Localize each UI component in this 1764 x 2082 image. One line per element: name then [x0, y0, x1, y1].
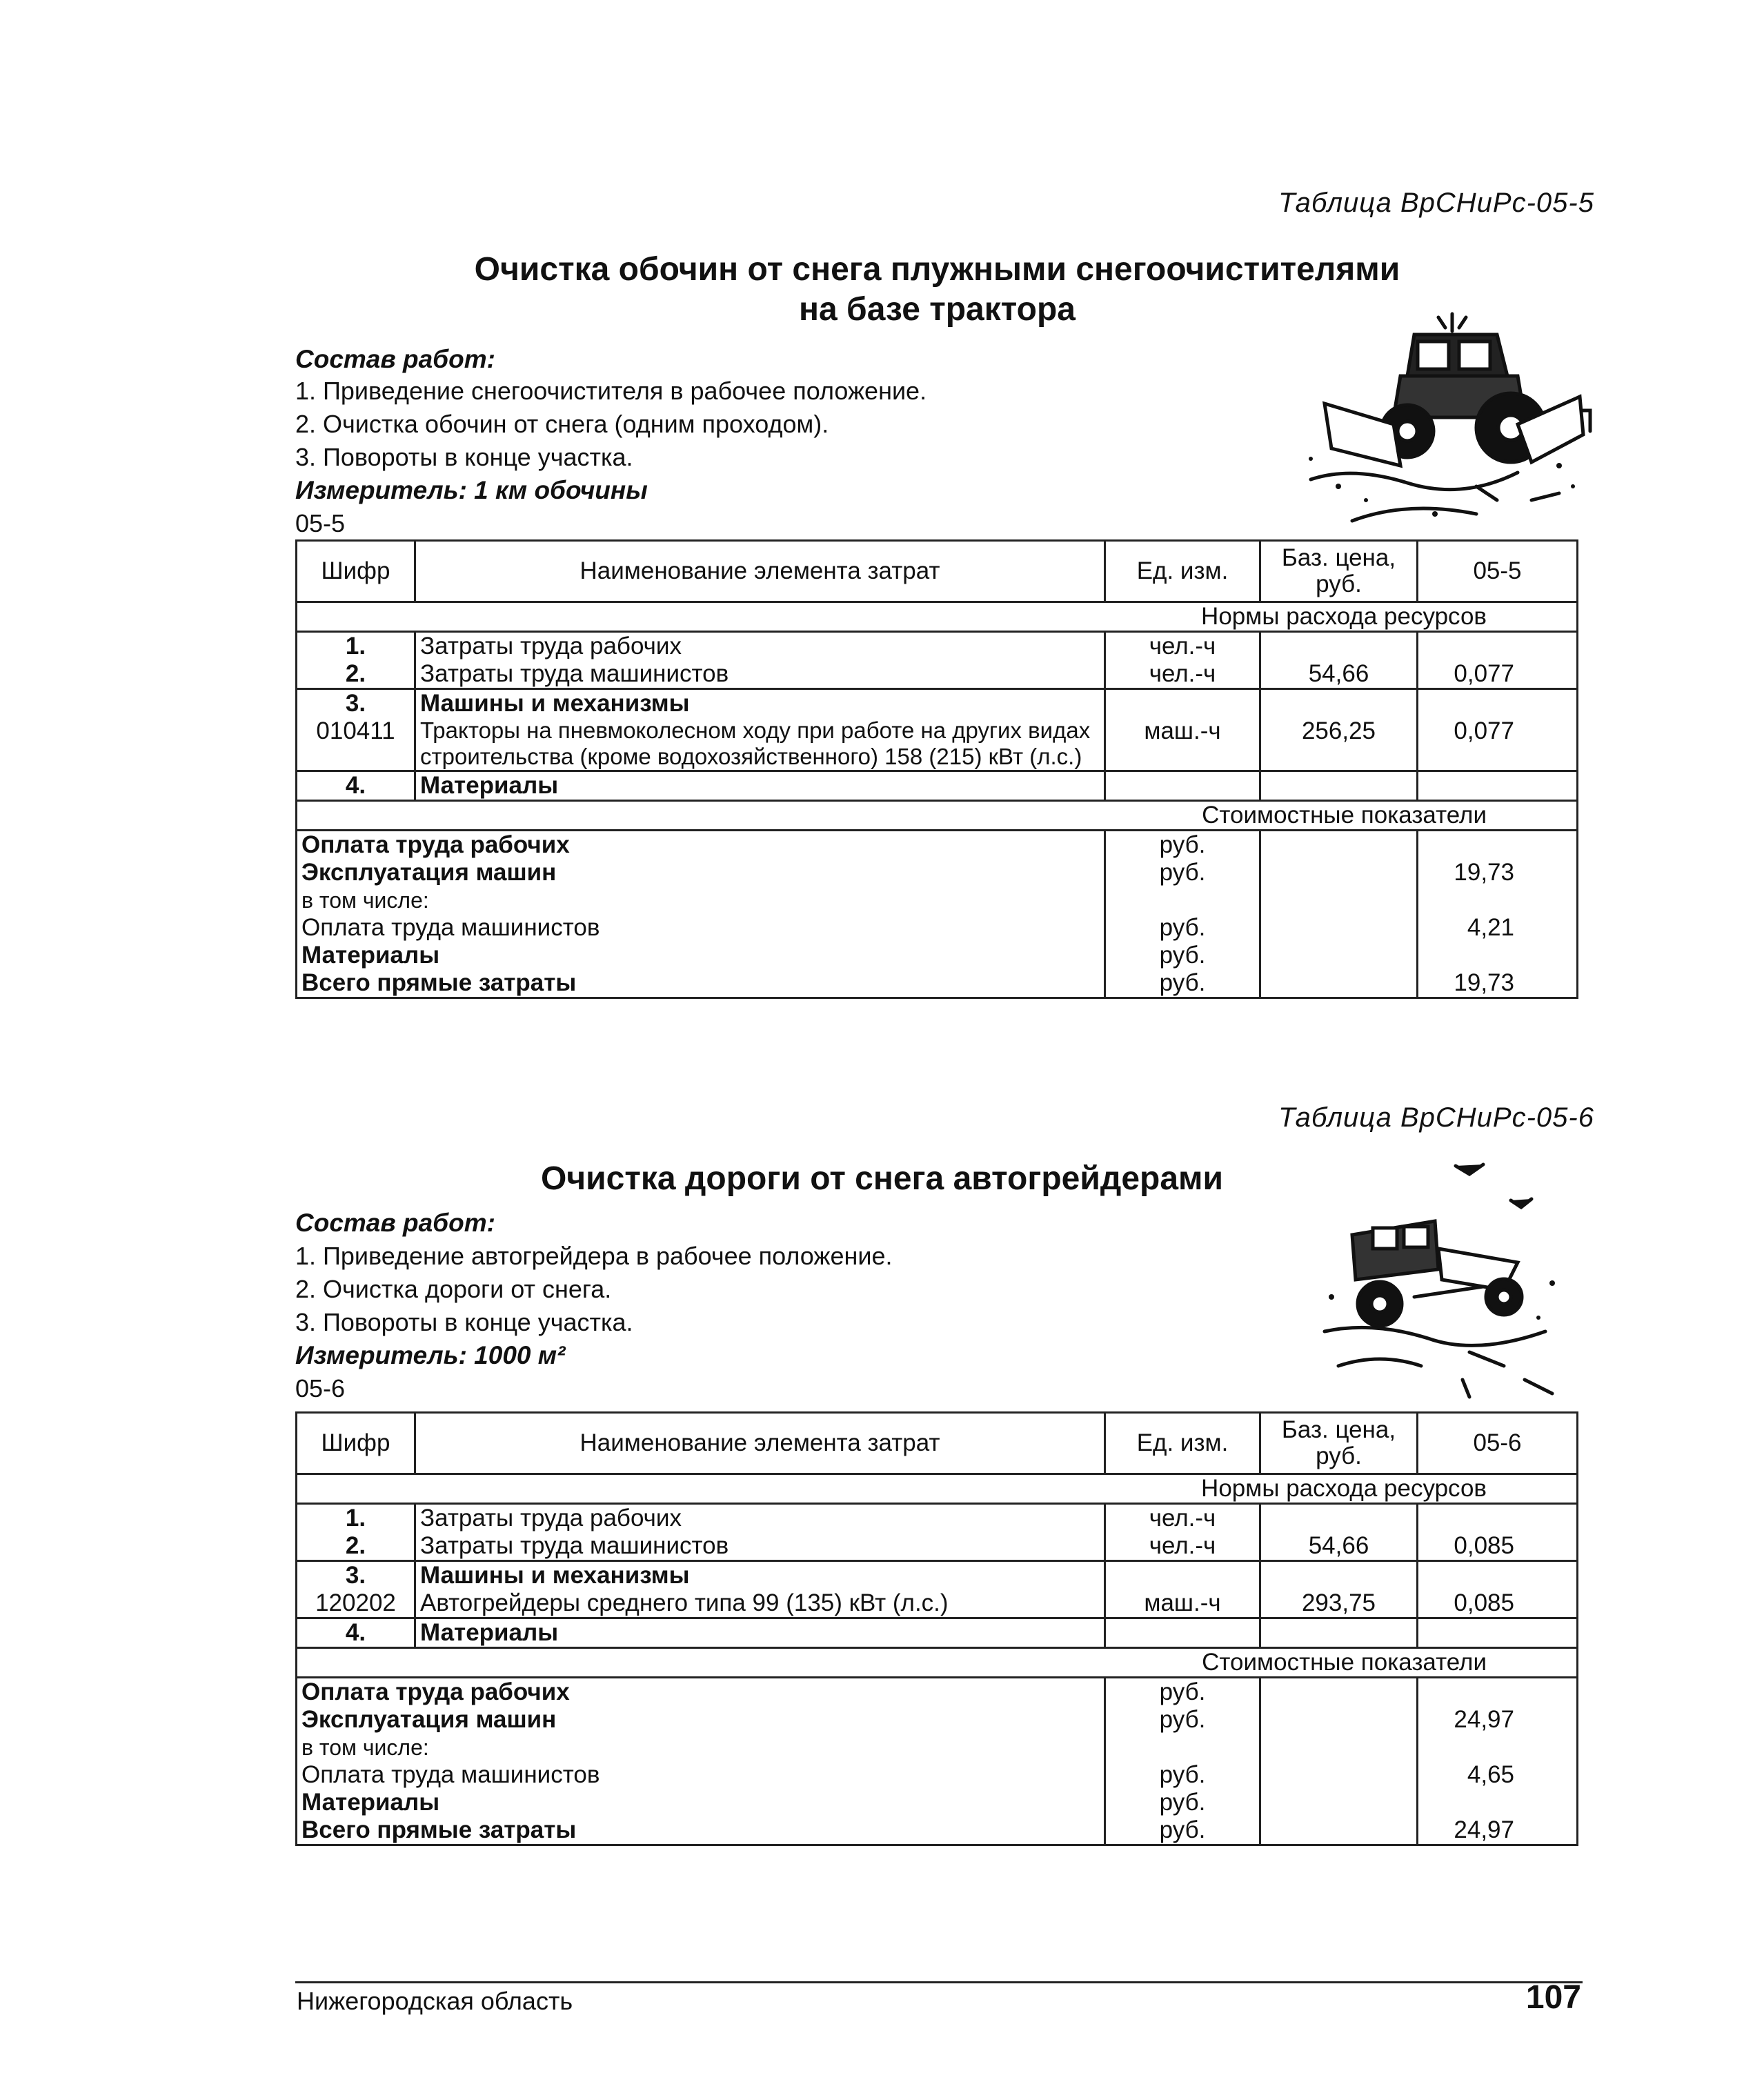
cost-row-total: Всего прямые затраты руб. 19,73 — [297, 969, 1578, 998]
cost-row: Материалы руб. — [297, 1789, 1578, 1816]
cost-row: Материалы руб. — [297, 942, 1578, 969]
table-reference: Таблица ВрСНиРс-05-5 — [1278, 188, 1594, 218]
work-item: 1. Приведение автогрейдера в рабочее положение. — [295, 1242, 893, 1270]
cost-row: в том числе: — [297, 1734, 1578, 1761]
cost-row: Эксплуатация машин руб. 19,73 — [297, 859, 1578, 886]
header-code: Шифр — [297, 541, 415, 602]
header-name: Наименование элемента затрат — [415, 1413, 1105, 1474]
cost-row: в том числе: — [297, 886, 1578, 914]
work-item: 3. Повороты в конце участка. — [295, 443, 633, 471]
work-item: 2. Очистка дороги от снега. — [295, 1275, 612, 1303]
header-unit: Ед. изм. — [1105, 541, 1260, 602]
table-row: 3. Машины и механизмы — [297, 1561, 1578, 1590]
table-row: 010411 Тракторы на пневмоколесном ходу при работе на других видах строительства (кроме водохозяйственного) 158 (215) кВт (л.с.) маш.-ч 256,25 0,077 — [297, 717, 1578, 771]
header-price: Баз. цена, руб. — [1260, 1413, 1418, 1474]
header-code: Шифр — [297, 1413, 415, 1474]
work-item: 1. Приведение снегоочистителя в рабочее положение. — [295, 377, 927, 405]
footer-divider — [295, 1981, 1583, 1983]
cost-row: Эксплуатация машин руб. 24,97 — [297, 1706, 1578, 1734]
work-composition-heading: Состав работ: — [295, 1209, 495, 1237]
section-title: Очистка дороги от снега автогрейдерами — [540, 1160, 1224, 1197]
header-norm: 05-5 — [1418, 541, 1578, 602]
cost-row: Оплата труда машинистов руб. 4,21 — [297, 914, 1578, 942]
table-row: 2. Затраты труда машинистов чел.-ч 54,66 0,077 — [297, 660, 1578, 689]
work-composition-heading: Состав работ: — [295, 345, 495, 373]
cost-row: Оплата труда рабочих руб. — [297, 1678, 1578, 1707]
table-header-row — [297, 1413, 1578, 1474]
table-row: 2. Затраты труда машинистов чел.-ч 54,66 0,085 — [297, 1532, 1578, 1561]
table-reference: Таблица ВрСНиРс-05-6 — [1278, 1102, 1594, 1133]
table-row: 1. Затраты труда рабочих чел.-ч — [297, 1504, 1578, 1533]
section-title-line2: на базе трактора — [799, 291, 1076, 328]
table-row: 4. Материалы — [297, 1618, 1578, 1648]
page-number: 107 — [1525, 1979, 1581, 2016]
work-item: 3. Повороты в конце участка. — [295, 1308, 633, 1336]
motor-grader-illustration — [1297, 1159, 1573, 1407]
cost-row: Оплата труда рабочих руб. — [297, 831, 1578, 860]
code-label: 05-5 — [295, 509, 346, 537]
cost-band: Стоимостные показатели — [297, 801, 1578, 831]
norms-band: Нормы расхода ресурсов — [297, 1474, 1578, 1504]
cost-band: Стоимостные показатели — [297, 1648, 1578, 1678]
resource-table — [295, 539, 1578, 999]
measure-unit: Измеритель: 1 км обочины — [295, 476, 648, 504]
cost-row-total: Всего прямые затраты руб. 24,97 — [297, 1816, 1578, 1845]
table-header-row — [297, 541, 1578, 602]
table-row: 3. Машины и механизмы — [297, 689, 1578, 718]
header-price: Баз. цена, руб. — [1260, 541, 1418, 602]
code-label: 05-6 — [295, 1374, 346, 1402]
work-item: 2. Очистка обочин от снега (одним проходом). — [295, 410, 829, 438]
table-row: 1. Затраты труда рабочих чел.-ч — [297, 632, 1578, 661]
measure-unit: Измеритель: 1000 м² — [295, 1341, 566, 1369]
header-name: Наименование элемента затрат — [415, 541, 1105, 602]
footer-region: Нижегородская область — [297, 1987, 573, 2015]
cost-row: Оплата труда машинистов руб. 4,65 — [297, 1761, 1578, 1789]
table-row: 4. Материалы — [297, 771, 1578, 801]
header-unit: Ед. изм. — [1105, 1413, 1260, 1474]
section-title: Очистка обочин от снега плужными снегоочистителями — [474, 251, 1400, 288]
table-row: 120202 Автогрейдеры среднего типа 99 (135) кВт (л.с.) маш.-ч 293,75 0,085 — [297, 1589, 1578, 1618]
resource-table — [295, 1411, 1578, 1846]
tractor-snowplow-illustration — [1269, 293, 1601, 542]
header-norm: 05-6 — [1418, 1413, 1578, 1474]
norms-band: Нормы расхода ресурсов — [297, 602, 1578, 632]
